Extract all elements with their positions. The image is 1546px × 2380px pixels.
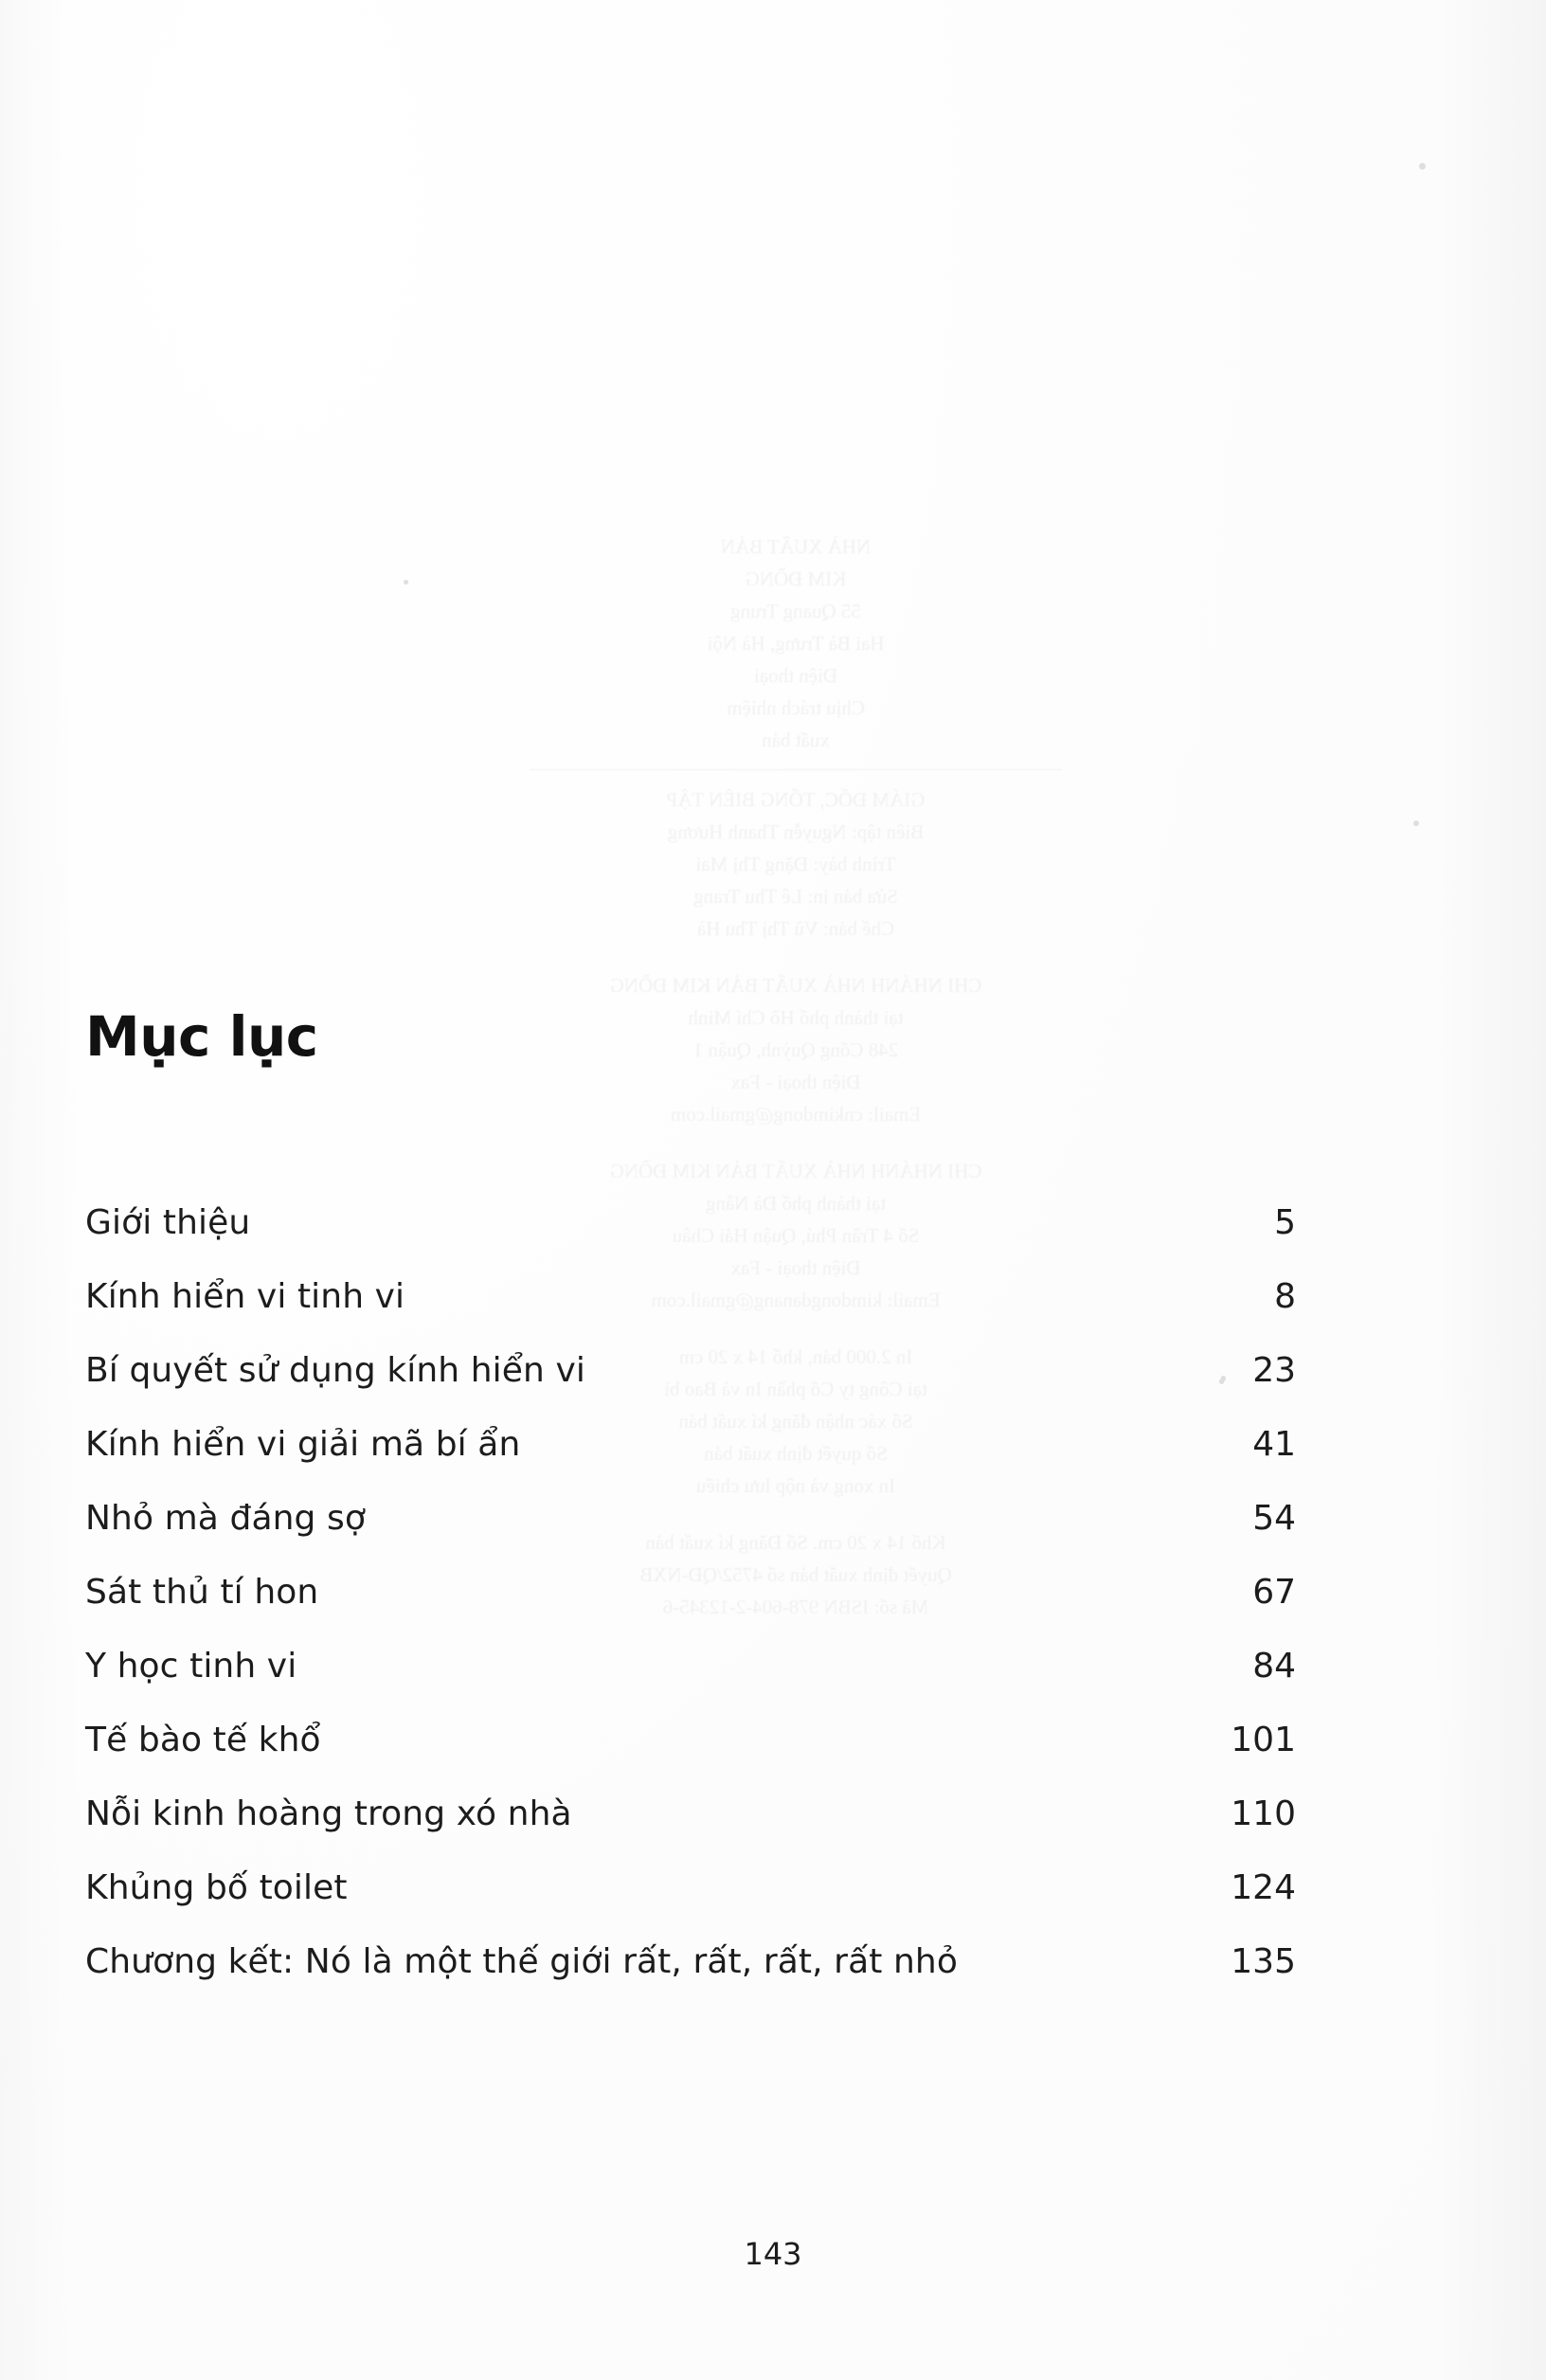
toc-entry[interactable] (85, 1868, 1383, 1942)
toc-entry[interactable] (85, 1721, 1383, 1794)
toc-entry-page: 41 (1252, 1425, 1296, 1464)
toc-entry-page: 67 (1252, 1573, 1296, 1612)
toc-entry-label: Kính hiển vi tinh vi (85, 1277, 405, 1316)
toc-entry-label: Y học tinh vi (85, 1647, 297, 1686)
toc-entry-label: Nỗi kinh hoàng trong xó nhà (85, 1794, 572, 1833)
toc-entry[interactable] (85, 1647, 1383, 1721)
toc-entry-page: 110 (1231, 1794, 1296, 1833)
toc-entry-label: Bí quyết sử dụng kính hiển vi (85, 1351, 585, 1390)
toc-entry-page: 23 (1252, 1351, 1296, 1390)
toc-entry-label: Sát thủ tí hon (85, 1573, 319, 1612)
page-number: 143 (744, 2236, 802, 2272)
toc-entry-page: 135 (1231, 1942, 1296, 1981)
toc-entry[interactable] (85, 1794, 1383, 1868)
toc-entry-page: 84 (1252, 1647, 1296, 1686)
toc-entry-page: 5 (1274, 1203, 1296, 1242)
toc-entry-label: Khủng bố toilet (85, 1868, 348, 1907)
toc-entry-label: Tế bào tế khổ (85, 1721, 321, 1759)
toc-entry-label: Nhỏ mà đáng sợ (85, 1499, 366, 1538)
toc-entry-label: Giới thiệu (85, 1203, 251, 1242)
toc-entry[interactable] (85, 1573, 1383, 1647)
toc-entry-page: 8 (1274, 1277, 1296, 1316)
toc-entry[interactable] (85, 1351, 1383, 1425)
toc-entry[interactable] (85, 1203, 1383, 1277)
toc-entry-label: Kính hiển vi giải mã bí ẩn (85, 1425, 521, 1464)
toc-entry-page: 54 (1252, 1499, 1296, 1538)
toc-entry[interactable] (85, 1499, 1383, 1573)
toc-entry[interactable] (85, 1942, 1383, 2016)
toc-entry[interactable] (85, 1277, 1383, 1351)
toc-entry-label: Chương kết: Nó là một thế giới rất, rất, rất, rất nhỏ (85, 1942, 958, 1981)
table-of-contents (85, 1203, 1383, 2016)
toc-entry-page: 101 (1231, 1721, 1296, 1759)
toc-entry[interactable] (85, 1425, 1383, 1499)
toc-entry-page: 124 (1231, 1868, 1296, 1907)
page-title: Mục lục (85, 1004, 318, 1069)
